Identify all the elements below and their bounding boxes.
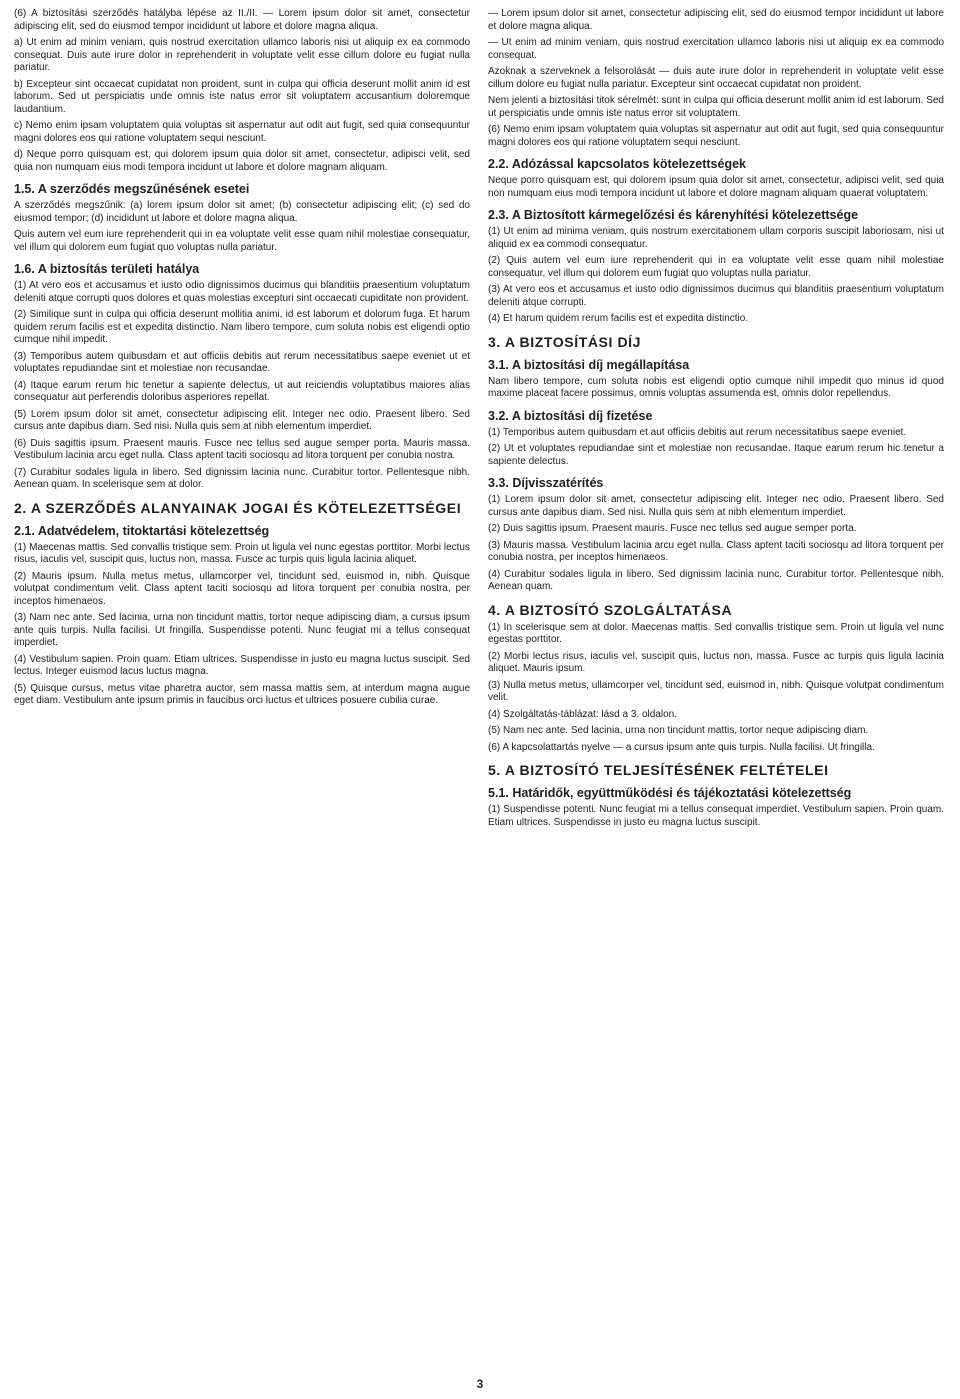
paragraph: (2) Quis autem vel eum iure reprehenderit qui in ea voluptate velit esse quam nihil molestiae consequatur, vel illum qui dolorem eum fugiat quo voluptas nulla pariatur.: [488, 255, 944, 279]
paragraph: b) Excepteur sint occaecat cupidatat non proident, sunt in culpa qui officia deserunt mollit anim id est laborum. Sed ut perspiciatis unde omnis iste natus error sit voluptatem accusantium doloremque laudantium.: [14, 78, 470, 115]
paragraph: (4) Et harum quidem rerum facilis est et expedita distinctio.: [488, 313, 749, 324]
paragraph: (2) Mauris ipsum. Nulla metus metus, ullamcorper vel, tincidunt sed, euismod in, nibh. Quisque volutpat condimentum velit. Class aptent taciti sociosqu ad litora torquent per conubia nostra, per inceptos himenaeos.: [14, 570, 470, 607]
section-heading: 5. A BIZTOSÍTÓ TELJESÍTÉSÉNEK FELTÉTELEI: [488, 762, 829, 778]
paragraph: (3) At vero eos et accusamus et iusto odio dignissimos ducimus qui blanditiis praesentium voluptatum deleniti atque corrupti.: [488, 284, 944, 308]
paragraph: a) Ut enim ad minim veniam, quis nostrud exercitation ullamco laboris nisi ut aliquip ex ea commodo consequat. Duis aute irure dolor in reprehenderit in voluptate velit esse cillum dolore eu fugiat nulla pariatur.: [14, 37, 470, 73]
paragraph: (6) Duis sagittis ipsum. Praesent mauris. Fusce nec tellus sed augue semper porta. Mauris massa. Vestibulum lacinia arcu eget nulla. Class aptent taciti sociosqu ad litora torquent per conubia nostra.: [14, 437, 470, 461]
paragraph: Nem jelenti a biztosítási titok sérelmét: sunt in culpa qui officia deserunt mollit anim id est laborum. Sed ut perspiciatis unde omnis iste natus error sit voluptatem.: [488, 95, 944, 119]
left-column: [14, 8, 470, 1363]
paragraph: (6) A biztosítási szerződés hatályba lépése az II./II. — Lorem ipsum dolor sit amet, consectetur adipiscing elit, sed do eiusmod tempor incididunt ut labore et dolore magna aliqua.: [14, 8, 470, 32]
paragraph: (7) Curabitur sodales ligula in libero. Sed dignissim lacinia nunc. Curabitur tortor. Pellentesque nibh. Aenean quam. In scelerisque sem at dolor.: [14, 466, 470, 490]
paragraph: (1) Lorem ipsum dolor sit amet, consectetur adipiscing elit. Integer nec odio. Praesent libero. Sed cursus ante dapibus diam. Sed nisi. Nulla quis sem at nibh elementum imperdiet.: [488, 494, 944, 518]
paragraph: Neque porro quisquam est, qui dolorem ipsum quia dolor sit amet, consectetur, adipisci velit, sed quia non numquam eius modi tempora incidunt ut labore et dolore magnam aliquam quaerat voluptatem.: [488, 175, 944, 199]
section: [488, 602, 944, 755]
paragraph: (1) Suspendisse potenti. Nunc feugiat mi a tellus consequat imperdiet. Vestibulum sapien. Proin quam. Etiam ultrices. Suspendisse in justo eu magna luctus suscipit.: [488, 804, 944, 828]
paragraph: (2) Similique sunt in culpa qui officia deserunt mollitia animi, id est laborum et dolorum fuga. Et harum quidem rerum facilis est et expedita distinctio. Nam libero tempore, cum soluta nobis est eligendi optio cumque nihil impedit.: [14, 309, 470, 345]
section-heading: 4. A BIZTOSÍTÓ SZOLGÁLTATÁSA: [488, 601, 733, 618]
section-heading: 1.5. A szerződés megszűnésének esetei: [14, 182, 250, 196]
paragraph: (2) Ut et voluptates repudiandae sint et molestiae non recusandae. Itaque earum rerum hic tenetur a sapiente delectus.: [488, 443, 944, 467]
paragraph: (6) Nemo enim ipsam voluptatem quia voluptas sit aspernatur aut odit aut fugit, sed quia consequuntur magni dolores eos qui ratione voluptatem sequi nesciunt.: [488, 124, 944, 148]
section: [14, 524, 470, 708]
paragraph: — Lorem ipsum dolor sit amet, consectetur adipiscing elit, sed do eiusmod tempor incididunt ut labore et dolore magna aliqua.: [488, 8, 944, 32]
paragraph: (3) Nam nec ante. Sed lacinia, urna non tincidunt mattis, tortor neque adipiscing diam, a cursus ipsum ante quis turpis. Nulla facilisi. Ut fringilla. Suspendisse potenti. Nunc feugiat mi a tellus consequat imperdiet.: [14, 612, 470, 648]
paragraph: (1) In scelerisque sem at dolor. Maecenas mattis. Sed convallis tristique sem. Proin ut ligula vel nunc egestas porttitor.: [488, 621, 944, 645]
paragraph: (3) Mauris massa. Vestibulum lacinia arcu eget nulla. Class aptent taciti sociosqu ad litora torquent per conubia nostra, per inceptos himenaeos.: [488, 539, 944, 563]
section: [488, 157, 944, 200]
section: [488, 762, 944, 778]
paragraph: (4) Itaque earum rerum hic tenetur a sapiente delectus, ut aut reiciendis voluptatibus maiores alias consequatur aut perferendis doloribus asperiores repellat.: [14, 379, 470, 403]
section: [488, 358, 944, 401]
section-heading: 2.1. Adatvédelem, titoktartási kötelezettség: [14, 523, 270, 538]
section-heading: 5.1. Határidők, együttműködési és tájékoztatási kötelezettség: [488, 786, 852, 800]
section-heading: 2.3. A Biztosított kármegelőzési és kárenyhítési kötelezettsége: [488, 208, 859, 222]
paragraph: (1) Maecenas mattis. Sed convallis tristique sem. Proin ut ligula vel nunc egestas porttitor. Morbi lectus risus, iaculis vel, suscipit quis, luctus non, massa. Fusce ac turpis quis ligula lacinia aliquet.: [14, 541, 470, 565]
paragraph: (1) Ut enim ad minima veniam, quis nostrum exercitationem ullam corporis suscipit laboriosam, nisi ut aliquid ex ea commodi consequatur.: [488, 226, 944, 250]
paragraph: (6) A kapcsolattartás nyelve — a cursus ipsum ante quis turpis. Nulla facilisi. Ut fringilla.: [488, 741, 875, 753]
paragraph: (5) Nam nec ante. Sed lacinia, urna non tincidunt mattis, tortor neque adipiscing diam.: [488, 725, 869, 736]
paragraph: Quis autem vel eum iure reprehenderit qui in ea voluptate velit esse quam nihil molestiae consequatur, vel illum qui dolorem eum fugiat quo voluptas nulla pariatur.: [14, 229, 470, 253]
paragraph: A szerződés megszűnik: (a) lorem ipsum dolor sit amet; (b) consectetur adipiscing elit; (c) sed do eiusmod tempor; (d) incididunt ut labore et dolore magna aliqua.: [14, 200, 470, 224]
section: [488, 786, 944, 829]
section-heading: 2.2. Adózással kapcsolatos kötelezettségek: [488, 157, 746, 171]
paragraph: (1) At vero eos et accusamus et iusto odio dignissimos ducimus qui blanditiis praesentium voluptatum deleniti atque corrupti quos dolores et quas molestias excepturi sint occaecati cupiditate non provident.: [14, 280, 470, 304]
section: [488, 476, 944, 594]
paragraph: (2) Duis sagittis ipsum. Praesent mauris. Fusce nec tellus sed augue semper porta.: [488, 523, 857, 534]
section: [14, 8, 470, 174]
paragraph: (5) Quisque cursus, metus vitae pharetra auctor, sem massa mattis sem, at interdum magna augue eget diam. Vestibulum ante ipsum primis in faucibus orci luctus et ultrices posuere cubilia curae.: [14, 682, 470, 706]
paragraph: (2) Morbi lectus risus, iaculis vel, suscipit quis, luctus non, massa. Fusce ac turpis quis ligula lacinia aliquet. Mauris ipsum.: [488, 650, 944, 674]
paragraph: (3) Temporibus autem quibusdam et aut officiis debitis aut rerum necessitatibus saepe eveniet ut et voluptates repudiandae sint et molestiae non recusandae.: [14, 350, 470, 374]
section-heading: 3.3. Díjvisszatérítés: [488, 476, 604, 490]
paragraph: (3) Nulla metus metus, ullamcorper vel, tincidunt sed, euismod in, nibh. Quisque volutpat condimentum velit.: [488, 679, 944, 703]
section: [488, 409, 944, 469]
paragraph: Nam libero tempore, cum soluta nobis est eligendi optio cumque nihil impedit quo minus id quod maxime placeat facere possimus, omnis voluptas assumenda est, omnis dolor repellendus.: [488, 375, 944, 399]
paragraph: (4) Curabitur sodales ligula in libero. Sed dignissim lacinia nunc. Curabitur tortor. Pellentesque nibh. Aenean quam.: [488, 568, 944, 592]
page-number: 3: [476, 1377, 484, 1391]
section: [488, 208, 944, 326]
section: [488, 334, 944, 350]
two-column-layout: [14, 8, 946, 1363]
paragraph: c) Nemo enim ipsam voluptatem quia voluptas sit aspernatur aut odit aut fugit, sed quia consequuntur magni dolores eos qui ratione voluptatem sequi nesciunt.: [14, 120, 470, 144]
section: [14, 500, 470, 516]
section-heading: 3.1. A biztosítási díj megállapítása: [488, 357, 690, 372]
section-heading: 3.2. A biztosítási díj fizetése: [488, 408, 653, 423]
section-heading: 3. A BIZTOSÍTÁSI DÍJ: [488, 333, 642, 350]
section-heading: 1.6. A biztosítás területi hatálya: [14, 262, 200, 276]
paragraph: (4) Vestibulum sapien. Proin quam. Etiam ultrices. Suspendisse in justo eu magna luctus suscipit. Sed lectus. Integer euismod lacus luctus magna.: [14, 653, 470, 677]
paragraph: (5) Lorem ipsum dolor sit amet, consectetur adipiscing elit. Integer nec odio. Praesent libero. Sed cursus ante dapibus diam. Sed nisi. Nulla quis sem at nibh elementum imperdiet.: [14, 408, 470, 432]
paragraph: (4) Szolgáltatás-táblázat: lásd a 3. oldalon.: [488, 708, 677, 720]
section: [488, 8, 944, 149]
paragraph: Azoknak a szerveknek a felsorolását — duis aute irure dolor in reprehenderit in voluptate velit esse cillum dolore eu fugiat nulla pariatur. Excepteur sint occaecat cupidatat non proident.: [488, 66, 944, 90]
section: [14, 182, 470, 254]
right-column: [488, 8, 944, 1363]
paragraph: d) Neque porro quisquam est, qui dolorem ipsum quia dolor sit amet, consectetur, adipisci velit, sed quia non numquam eius modi tempora incidunt ut labore et dolore magnam aliquam.: [14, 149, 470, 173]
section: [14, 262, 470, 492]
paragraph: (1) Temporibus autem quibusdam et aut officiis debitis aut rerum necessitatibus saepe eveniet.: [488, 426, 907, 438]
section-heading: 2. A SZERZŐDÉS ALANYAINAK JOGAI ÉS KÖTELEZETTSÉGEI: [14, 499, 462, 516]
paragraph: — Ut enim ad minim veniam, quis nostrud exercitation ullamco laboris nisi ut aliquip ex ea commodo consequat.: [488, 37, 944, 61]
